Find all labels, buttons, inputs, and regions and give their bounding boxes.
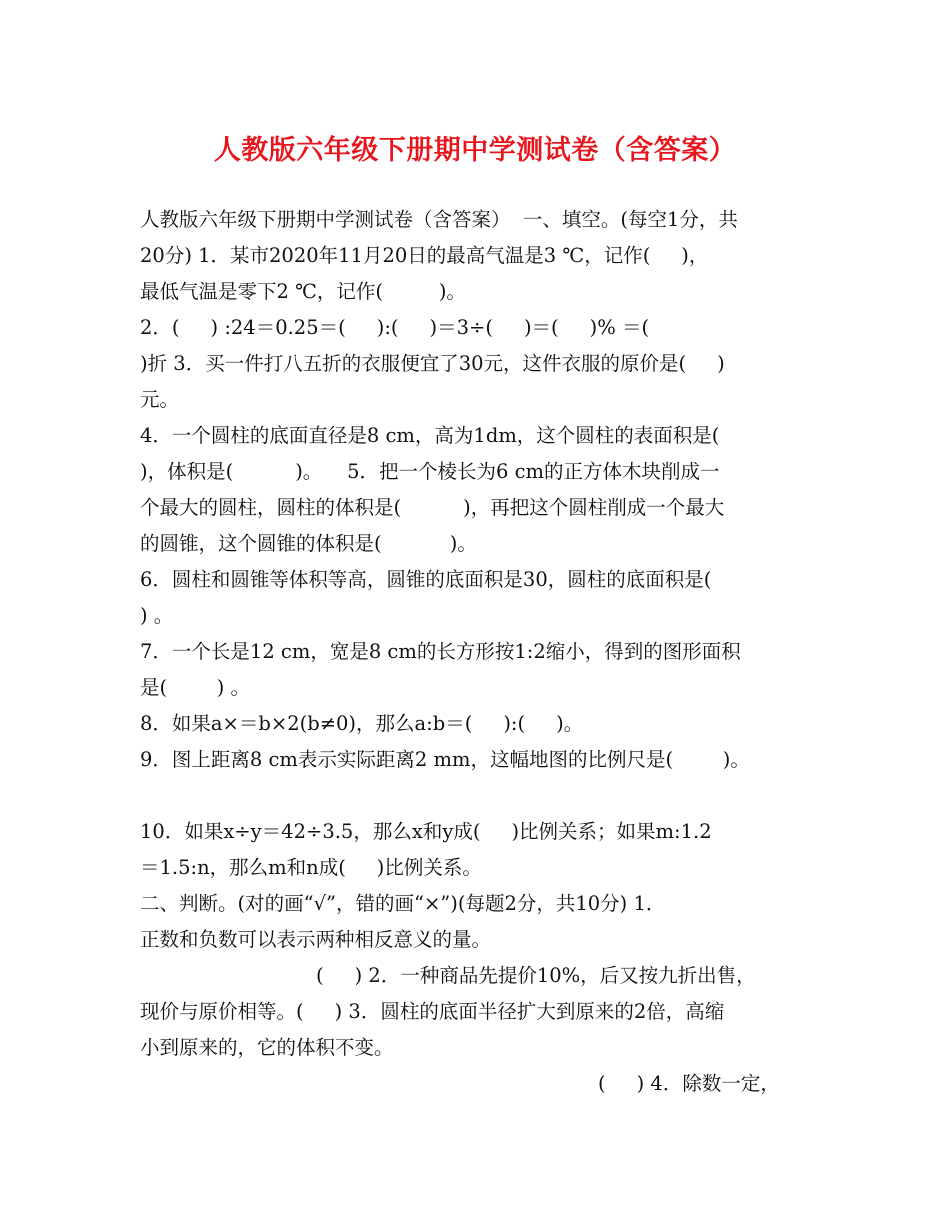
text-line: 二、判断。(对的画“√”，错的画“×”)(每题2分，共10分) 1． xyxy=(140,892,666,915)
text-line: )，体积是( )。 5．把一个棱长为6 cm的正方体木块削成一 xyxy=(140,460,720,483)
text-line: 现价与原价相等。( ) 3．圆柱的底面半径扩大到原来的2倍，高缩 xyxy=(140,1000,725,1023)
text-line: )折 3．买一件打八五折的衣服便宜了30元，这件衣服的原价是( ) xyxy=(140,352,725,375)
text-line: 元。 xyxy=(140,388,180,411)
text-line: 10．如果x÷y＝42÷3.5，那么x和y成( )比例关系；如果m:1.2 xyxy=(140,820,712,843)
text-line: 小到原来的，它的体积不变。 xyxy=(140,1036,394,1059)
text-line: 的圆锥，这个圆锥的体积是( )。 xyxy=(140,532,477,555)
text-line: 最低气温是零下2 ℃，记作( )。 xyxy=(140,280,466,303)
text-line: 个最大的圆柱，圆柱的体积是( )，再把这个圆柱削成一个最大 xyxy=(140,496,725,519)
text-line: 是( ) 。 xyxy=(140,676,251,699)
text-line: 正数和负数可以表示两种相反意义的量。 xyxy=(140,928,492,951)
text-line: 9．图上距离8 cm表示实际距离2 mm，这幅地图的比例尺是( )。 xyxy=(140,748,750,771)
text-line: 8．如果a×＝b×2(b≠0)，那么a:b＝( ):( )。 xyxy=(140,712,584,735)
text-line: 6．圆柱和圆锥等体积等高，圆锥的底面积是30，圆柱的底面积是( xyxy=(140,568,712,591)
text-line: ( ) 4．除数一定， xyxy=(598,1072,780,1095)
text-line: ( ) 2．一种商品先提价10%，后又按九折出售， xyxy=(316,964,756,987)
text-line: ) 。 xyxy=(140,604,174,627)
text-line: 人教版六年级下册期中学测试卷（含答案） 一、填空。(每空1分，共 xyxy=(140,208,738,231)
text-line: 4．一个圆柱的底面直径是8 cm，高为1dm，这个圆柱的表面积是( xyxy=(140,424,720,447)
text-line: 2．( ) :24＝0.25＝( ):( )＝3÷( )＝( )% ＝( xyxy=(140,316,650,339)
page-title: 人教版六年级下册期中学测试卷（含答案） xyxy=(213,135,737,166)
text-line: ＝1.5:n，那么m和n成( )比例关系。 xyxy=(140,856,482,879)
text-line: 7．一个长是12 cm，宽是8 cm的长方形按1:2缩小，得到的图形面积 xyxy=(140,640,741,663)
text-line: 20分) 1．某市2020年11月20日的最高气温是3 ℃，记作( )， xyxy=(140,244,709,267)
